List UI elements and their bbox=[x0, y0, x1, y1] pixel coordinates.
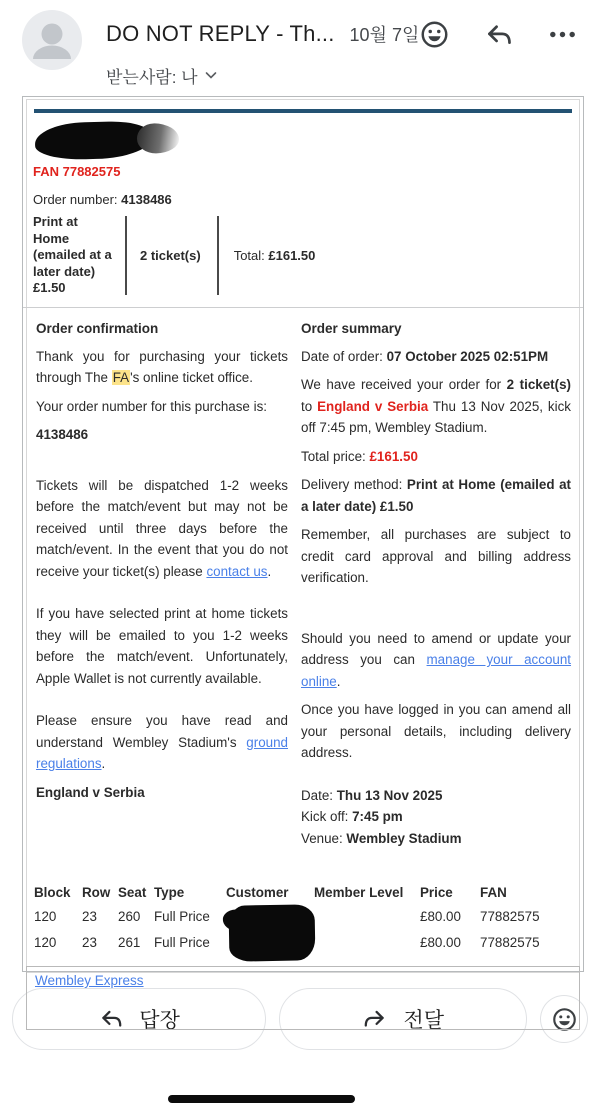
header-main bbox=[106, 10, 582, 88]
mail-header bbox=[0, 0, 600, 88]
recipient-row[interactable] bbox=[106, 63, 582, 88]
manage-account-link[interactable]: manage your account online bbox=[301, 652, 572, 689]
order-number-big: 4138486 bbox=[36, 427, 89, 442]
seat-row-2: 120 23 261 Full Price £80.00 77882575 bbox=[34, 935, 540, 950]
delivery-method-cell: Print at Home (emailed at a later date) £1.50 bbox=[33, 214, 112, 295]
ground-regulations-paragraph: Please ensure you have read and understand Wembley Stadium's ground regulations. bbox=[36, 713, 288, 771]
order-confirmation-column bbox=[36, 321, 288, 775]
thanks-paragraph: Thank you for purchasing your tickets through The FA's online ticket office. bbox=[36, 348, 288, 385]
ground-regulations-link[interactable]: ground regulations bbox=[36, 734, 288, 771]
match-name-red: England v Serbia bbox=[317, 398, 429, 414]
date-of-order: Date of order: 07 October 2025 02:51PM bbox=[301, 348, 549, 364]
sender-avatar[interactable] bbox=[22, 10, 82, 70]
order-confirmation-heading: Order confirmation bbox=[36, 320, 159, 336]
dispatch-paragraph: Tickets will be dispatched 1-2 weeks before the match/event but may not be received until three days before the match/event. In the event that you do not receive your ticket(s) please contact us. bbox=[36, 477, 288, 579]
match-kickoff-line: Kick off: 7:45 pm bbox=[301, 809, 403, 824]
match-date-line: Date: Thu 13 Nov 2025 bbox=[301, 787, 443, 803]
more-options-icon[interactable] bbox=[547, 19, 578, 50]
home-indicator[interactable] bbox=[168, 1095, 355, 1103]
order-summary-heading: Order summary bbox=[301, 320, 402, 336]
person-icon bbox=[22, 10, 82, 70]
chevron-down-icon[interactable] bbox=[205, 72, 217, 79]
seat-table-section bbox=[33, 885, 573, 958]
order-summary-column bbox=[301, 321, 571, 775]
mail-date: 10월 7일 bbox=[349, 25, 420, 45]
fan-number: FAN 77882575 bbox=[33, 164, 121, 179]
redacted-name-scribble bbox=[35, 120, 154, 160]
recipient-label: 받는사람: 나 bbox=[106, 68, 198, 87]
brand-navy-bar bbox=[34, 109, 572, 113]
redacted-customer-scribble bbox=[229, 904, 316, 961]
total-cell: Total: £161.50 bbox=[233, 247, 316, 263]
emoji-reaction-icon[interactable] bbox=[419, 19, 450, 50]
match-info bbox=[301, 785, 571, 850]
sender-name: DO NOT REPLY - Th... bbox=[106, 21, 335, 46]
email-body-card bbox=[22, 96, 584, 988]
reply-label: 답장 bbox=[139, 1009, 180, 1032]
total-value: £161.50 bbox=[268, 247, 316, 263]
total-price-red: £161.50 bbox=[369, 448, 418, 464]
header-icons bbox=[419, 19, 583, 50]
logged-in-paragraph: Once you have logged in you can amend all your personal details, including delivery address. bbox=[301, 702, 571, 760]
total-price-line: Total price: £161.50 bbox=[301, 448, 418, 464]
contact-us-link[interactable]: contact us bbox=[206, 563, 268, 579]
amend-address-paragraph: Should you need to amend or update your address you can manage your account online. bbox=[301, 630, 572, 689]
seat-row-1: 120 23 260 Full Price £80.00 77882575 bbox=[34, 909, 540, 924]
match-venue-line: Venue: Wembley Stadium bbox=[301, 830, 462, 846]
order-number-value: 4138486 bbox=[121, 192, 172, 207]
fa-highlight: FA bbox=[112, 370, 130, 385]
remember-paragraph: Remember, all purchases are subject to credit card approval and billing address verification. bbox=[301, 527, 571, 585]
footer-link-box bbox=[26, 966, 580, 1030]
order-number-line: Order number: 4138486 bbox=[33, 192, 172, 207]
order-number-intro: Your order number for this purchase is: bbox=[36, 398, 267, 414]
delivery-method-line: Delivery method: Print at Home (emailed at a later date) £1.50 bbox=[301, 477, 571, 514]
forward-label: 전달 bbox=[403, 1009, 445, 1032]
order-received-paragraph: We have received your order for 2 ticket(s) to England v Serbia Thu 13 Nov 2025, kick off 7:45 pm, Wembley Stadium. bbox=[301, 377, 571, 435]
ticket-summary-table bbox=[33, 214, 573, 297]
wembley-express-link[interactable]: Wembley Express bbox=[35, 973, 144, 988]
print-at-home-paragraph: If you have selected print at home tickets they will be emailed to you 1-2 weeks before the match/event. Unfortunately, Apple Wallet is not currently available. bbox=[36, 606, 288, 686]
reply-icon[interactable] bbox=[483, 19, 514, 50]
match-title: England v Serbia bbox=[36, 784, 145, 800]
match-details-row bbox=[33, 775, 573, 850]
seat-table-header-row: Block Row Seat Type Customer Member Level Price FAN bbox=[34, 885, 507, 900]
ticket-quantity-cell: 2 ticket(s) bbox=[140, 247, 201, 263]
